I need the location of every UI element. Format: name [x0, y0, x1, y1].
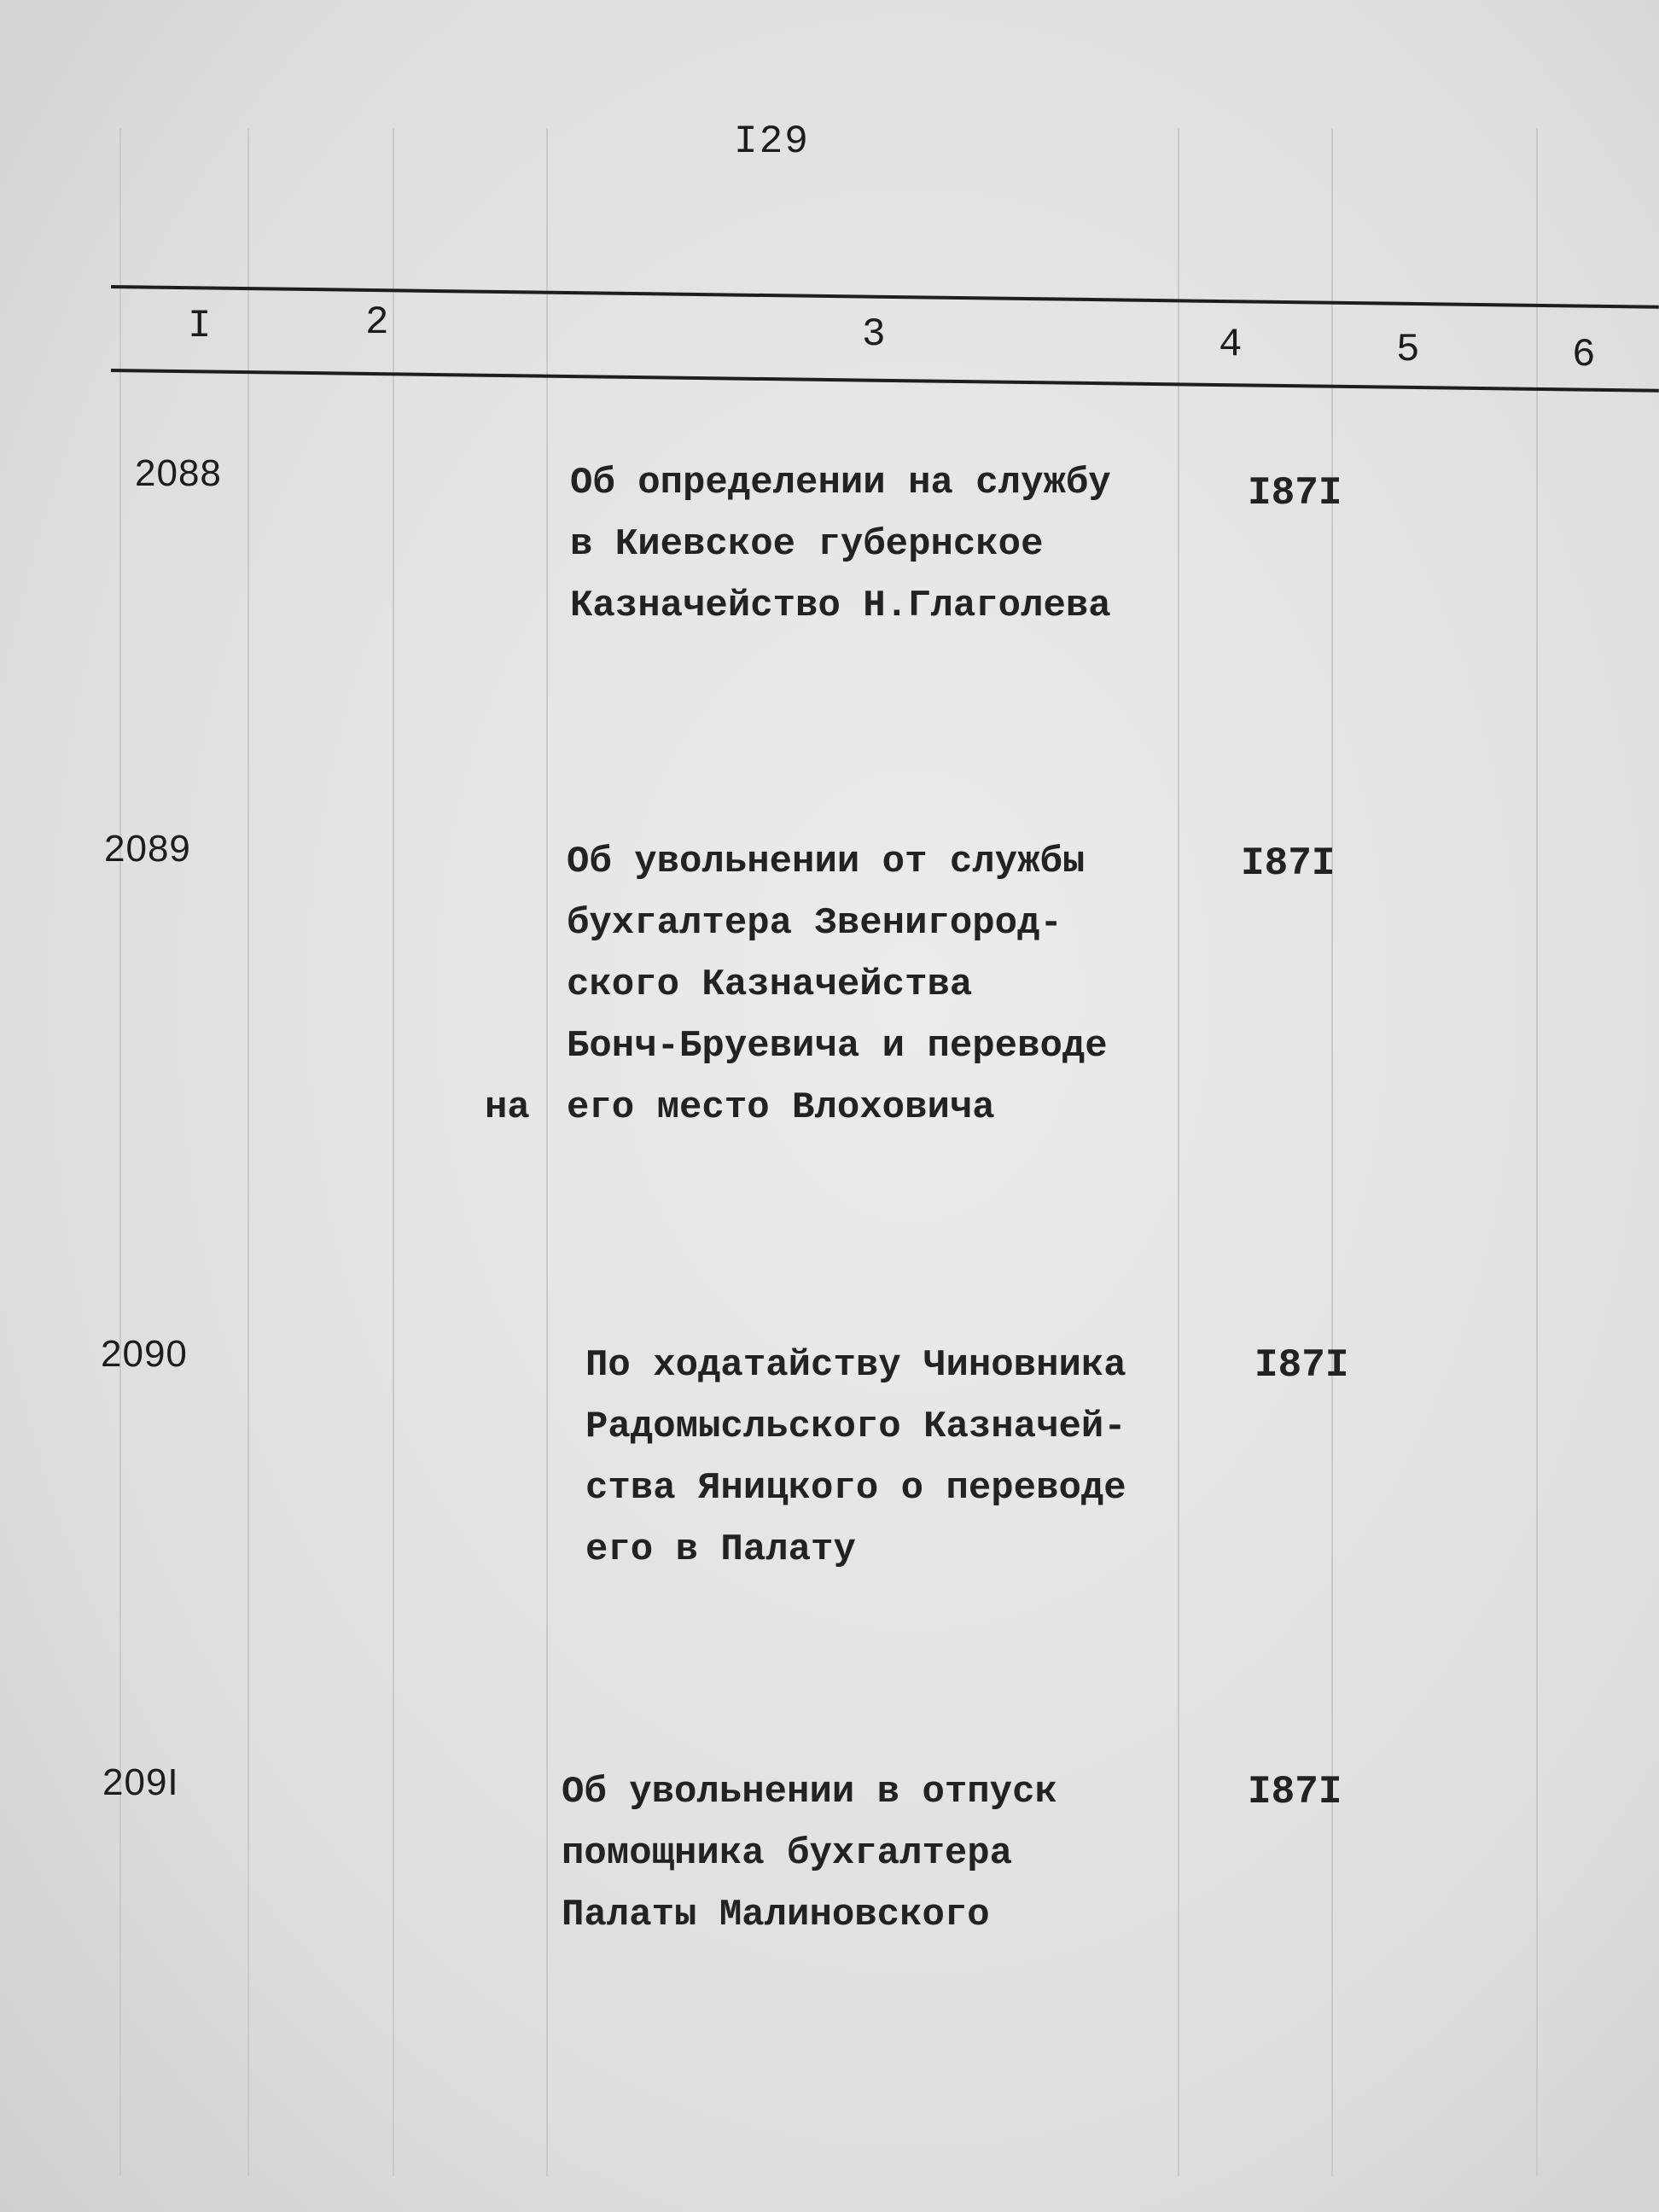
- entry-year: I87I: [1254, 1343, 1349, 1388]
- column-number: I: [188, 304, 212, 348]
- column-number: 4: [1219, 323, 1243, 367]
- entry-year: I87I: [1248, 1770, 1342, 1814]
- page-number: I29: [734, 119, 810, 164]
- entry-description-line: помощника бухгалтера: [562, 1832, 1013, 1875]
- entry-year: I87I: [1248, 471, 1342, 515]
- column-rule: [393, 128, 394, 2176]
- entry-description-line: Бонч-Бруевича и переводе: [567, 1025, 1108, 1068]
- column-rule: [1331, 128, 1333, 2176]
- entry-description-line: По ходатайству Чиновника: [585, 1344, 1126, 1387]
- entry-description-line: ства Яницкого о переводе: [585, 1467, 1126, 1510]
- entry-description-line: Казначейство Н.Глаголева: [570, 585, 1111, 627]
- column-rule: [1536, 128, 1538, 2176]
- entry-description-line: Об определении на службу: [570, 462, 1111, 504]
- entry-description-prefix: на: [485, 1086, 530, 1129]
- entry-description-line: в Киевское губернское: [570, 523, 1044, 566]
- entry-description-line: Радомысльского Казначей-: [585, 1406, 1126, 1448]
- entry-description-line: ского Казначейства: [567, 963, 973, 1006]
- header-rule-top: [111, 285, 1659, 309]
- entry-number: 2090: [101, 1333, 188, 1375]
- entry-description-line: его место Влоховича: [567, 1086, 995, 1129]
- entry-description-line: Об увольнении от службы: [567, 841, 1086, 883]
- entry-description-line: Палаты Малиновского: [562, 1894, 990, 1936]
- entry-year: I87I: [1241, 841, 1336, 886]
- column-number: 2: [365, 300, 389, 345]
- column-number: 6: [1572, 333, 1596, 377]
- column-rule: [119, 128, 121, 2176]
- header-rule-bottom: [111, 369, 1659, 393]
- entry-description-line: бухгалтера Звенигород-: [567, 902, 1062, 945]
- column-rule: [546, 128, 548, 2176]
- column-rule: [247, 128, 249, 2176]
- column-rule: [1178, 128, 1179, 2176]
- entry-number: 2088: [135, 452, 222, 494]
- entry-description-line: его в Палату: [585, 1528, 856, 1571]
- entry-description-line: Об увольнении в отпуск: [562, 1771, 1057, 1813]
- column-number: 3: [862, 312, 886, 357]
- entry-number: 209I: [102, 1761, 179, 1803]
- column-number: 5: [1396, 328, 1420, 372]
- entry-number: 2089: [104, 828, 191, 870]
